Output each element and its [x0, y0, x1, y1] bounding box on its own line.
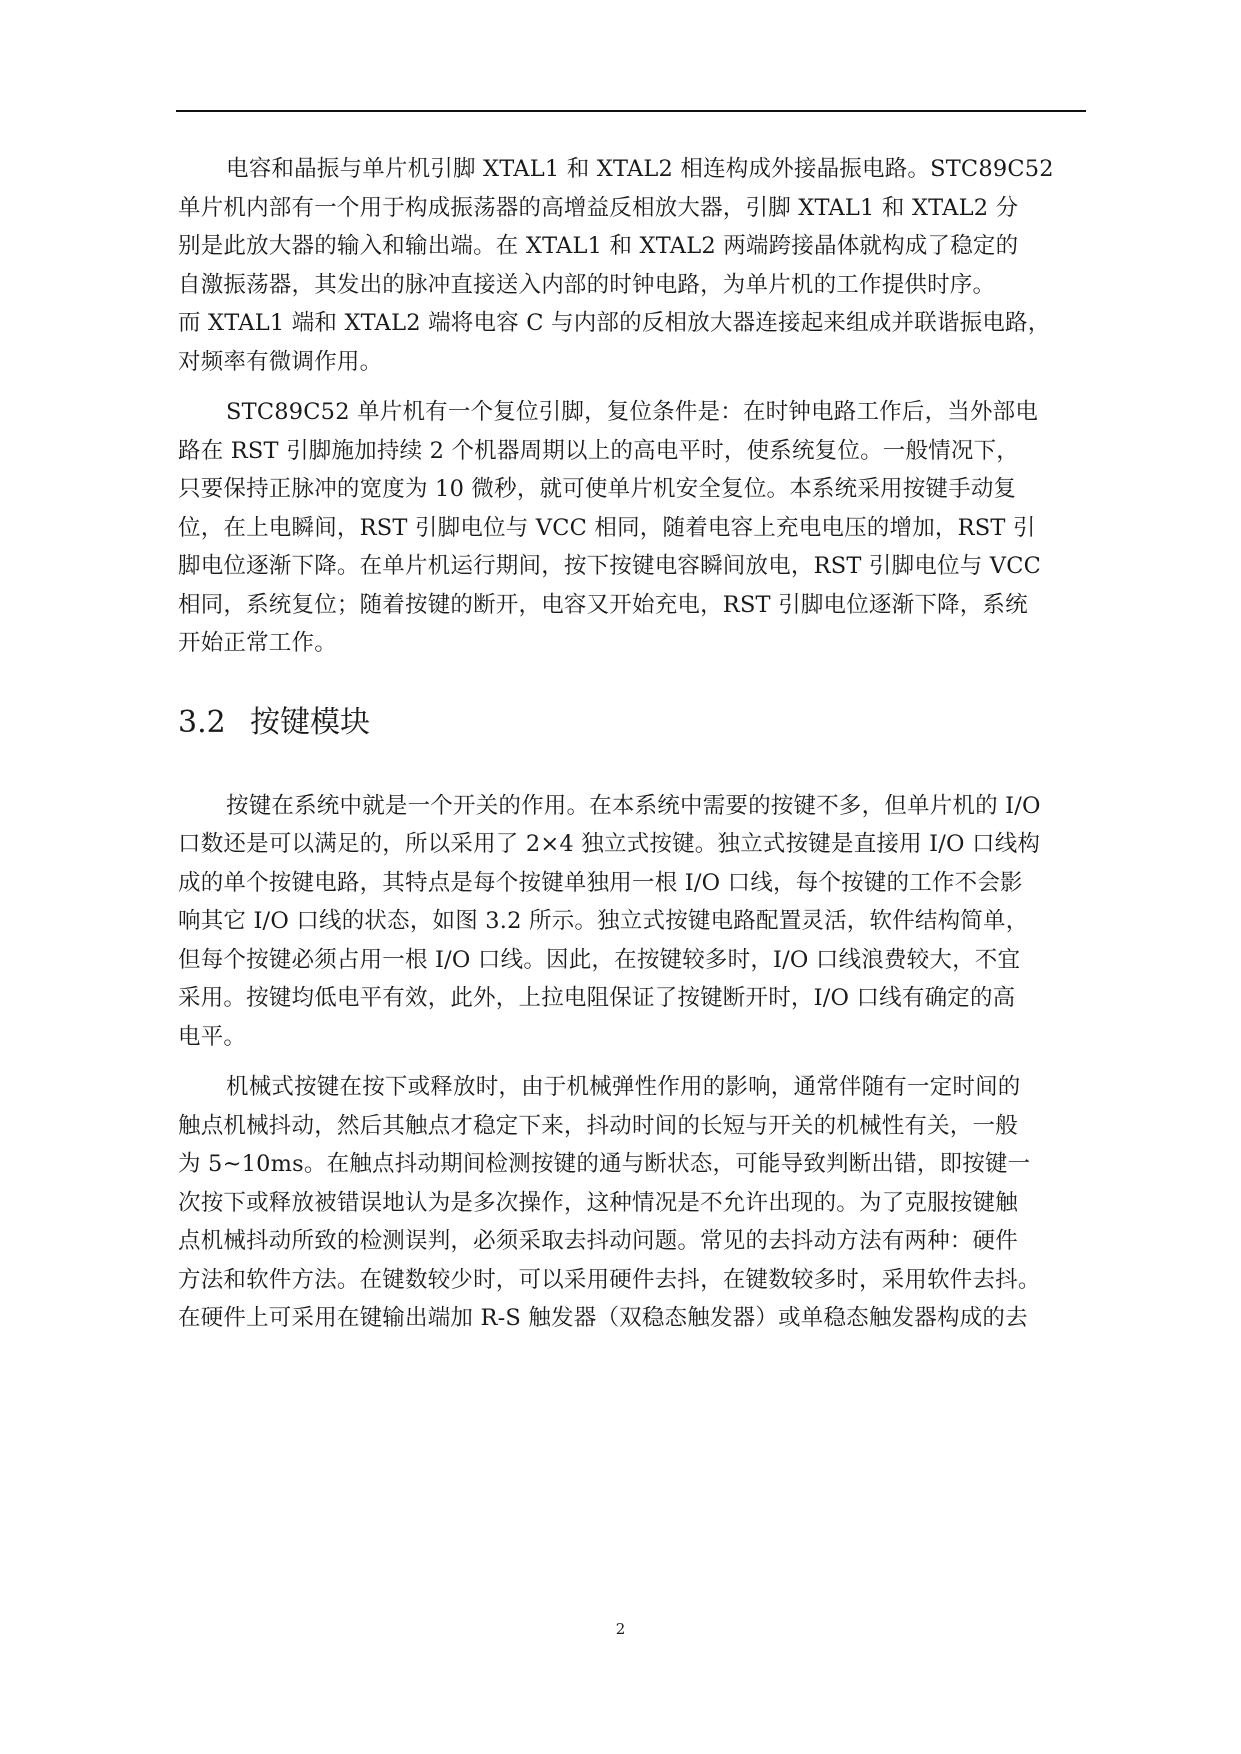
paragraph-debounce	[178, 1068, 1084, 1338]
text-line: 机械式按键在按下或释放时，由于机械弹性作用的影响，通常伴随有一定时间的	[226, 1074, 1021, 1100]
page-number: 2	[615, 1620, 626, 1638]
section-title: 按键模块	[250, 704, 370, 740]
text-line: 对频率有微调作用。	[178, 348, 383, 375]
text-line: 为 5~10ms。在触点抖动期间检测按键的通与断状态，可能导致判断出错，即按键一	[178, 1151, 1031, 1177]
text-line: 自激振荡器，其发出的脉冲直接送入内部的时钟电路，为单片机的工作提供时序。	[178, 271, 996, 298]
text-line: 路在 RST 引脚施加持续 2 个机器周期以上的高电平时，使系统复位。一般情况下，	[178, 437, 1019, 464]
text-line: 电平。	[178, 1023, 247, 1050]
text-line: 按键在系统中就是一个开关的作用。在本系统中需要的按键不多，但单片机的 I/O	[226, 792, 1041, 819]
text-line: 次按下或释放被错误地认为是多次操作，这种情况是不允许出现的。为了克服按键触	[178, 1189, 1018, 1216]
section-heading	[178, 703, 1084, 743]
text-line: 成的单个按键电路，其特点是每个按键单独用一根 I/O 口线，每个按键的工作不会影	[178, 869, 1023, 896]
text-line: 只要保持正脉冲的宽度为 10 微秒，就可使单片机安全复位。本系统采用按键手动复	[178, 476, 1017, 502]
text-line: 在硬件上可采用在键输出端加 R-S 触发器（双稳态触发器）或单稳态触发器构成的去	[178, 1305, 1028, 1331]
text-line: 点机械抖动所致的检测误判，必须采取去抖动问题。常见的去抖动方法有两种：硬件	[178, 1228, 1018, 1254]
paragraph-reset-circuit	[178, 393, 1084, 663]
text-line: 采用。按键均低电平有效，此外，上拉电阻保证了按键断开时，I/O 口线有确定的高	[178, 985, 1016, 1011]
text-line: 但每个按键必须占用一根 I/O 口线。因此，在按键较多时，I/O 口线浪费较大，不宜	[178, 946, 1021, 973]
text-line: 口数还是可以满足的，所以采用了 2×4 独立式按键。独立式按键是直接用 I/O 口线构	[178, 831, 1041, 857]
text-line: 触点机械抖动，然后其触点才稳定下来，抖动时间的长短与开关的机械性有关，一般	[178, 1112, 1018, 1139]
text-line: 别是此放大器的输入和输出端。在 XTAL1 和 XTAL2 两端跨接晶体就构成了稳定的	[178, 233, 1019, 259]
text-line: 电容和晶振与单片机引脚 XTAL1 和 XTAL2 相连构成外接晶振电路。STC89C52	[226, 156, 1054, 182]
text-line: 而 XTAL1 端和 XTAL2 端将电容 C 与内部的反相放大器连接起来组成并联谐振电路，	[178, 310, 1051, 336]
text-line: 单片机内部有一个用于构成振荡器的高增益反相放大器，引脚 XTAL1 和 XTAL2 分	[178, 194, 1019, 221]
text-line: STC89C52 单片机有一个复位引脚，复位条件是：在时钟电路工作后，当外部电	[226, 399, 1039, 425]
text-line: 开始正常工作。	[178, 630, 337, 656]
section-number: 3.2	[178, 704, 226, 740]
text-line: 相同，系统复位；随着按键的断开，电容又开始充电，RST 引脚电位逐渐下降，系统	[178, 591, 1028, 618]
paragraph-crystal-oscillator	[178, 150, 1084, 381]
paragraph-key-module	[178, 787, 1084, 1057]
page-content	[178, 150, 1084, 1350]
header-rule	[176, 110, 1086, 112]
text-line: 响其它 I/O 口线的状态，如图 3.2 所示。独立式按键电路配置灵活，软件结构简单，	[178, 908, 1029, 934]
text-line: 方法和软件方法。在键数较少时，可以采用硬件去抖，在键数较多时，采用软件去抖。	[178, 1266, 1041, 1293]
text-line: 脚电位逐渐下降。在单片机运行期间，按下按键电容瞬间放电，RST 引脚电位与 VCC	[178, 553, 1042, 579]
text-line: 位，在上电瞬间，RST 引脚电位与 VCC 相同，随着电容上充电电压的增加，RST 引	[178, 514, 1036, 541]
